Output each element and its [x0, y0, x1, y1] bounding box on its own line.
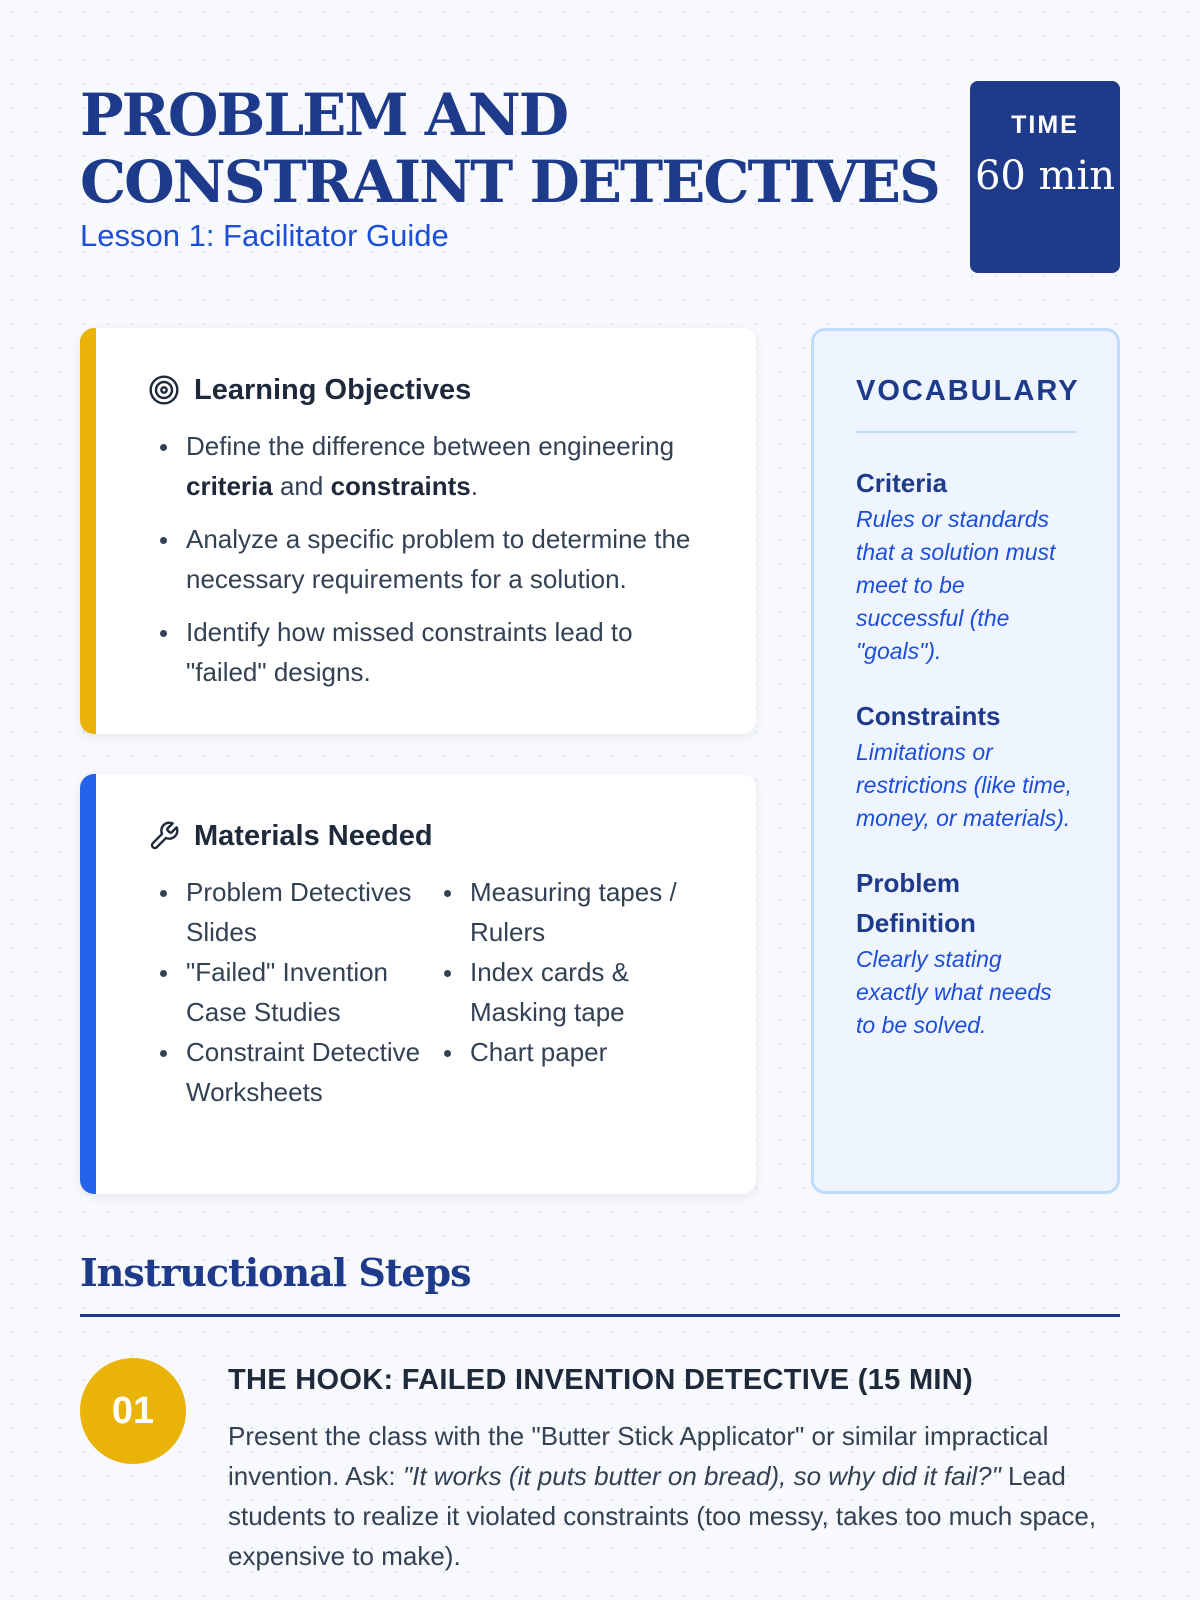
time-label: TIME: [1011, 111, 1079, 139]
page-header: [80, 82, 1120, 272]
vocab-definition: Limitations or restrictions (like time, money, or materials).: [856, 739, 1072, 831]
vocabulary-title: VOCABULARY: [856, 375, 1080, 407]
step-description: [228, 1416, 1128, 1576]
materials-needed-header: [148, 816, 716, 856]
vocab-term: Problem Definition: [856, 868, 976, 938]
vocab-term: Criteria: [856, 468, 948, 498]
materials-list-right: [432, 872, 716, 1112]
objective-item: Analyze a specific problem to determine the necessary requirements for a solution.: [148, 519, 716, 599]
objectives-list: [148, 426, 716, 692]
material-item: Problem Detectives Slides: [148, 872, 432, 952]
objective-text: and: [272, 471, 331, 501]
materials-list-left: [148, 872, 432, 1112]
step-text: Present the class with the "Butter Stick Applicator" or similar impractical invention. Ask:: [228, 1421, 1049, 1491]
objective-term-criteria: criteria: [186, 471, 273, 501]
page-title: PROBLEM AND CONSTRAINT DETECTIVES: [80, 81, 939, 216]
vocab-definition: Clearly stating exactly what needs to be solved.: [856, 946, 1052, 1038]
materials-needed-title: Materials Needed: [194, 819, 433, 852]
objective-text: .: [470, 471, 478, 501]
page-subtitle: Lesson 1: Facilitator Guide: [80, 218, 449, 253]
step-text: Lead students to realize it violated constraints (too messy, takes too much space, expensive to make).: [228, 1461, 1097, 1571]
step-question: "It works (it puts butter on bread), so why did it fail?": [402, 1461, 1001, 1491]
step-title: THE HOOK: FAILED INVENTION DETECTIVE (15 MIN): [228, 1364, 973, 1396]
materials-columns: [148, 872, 716, 1112]
learning-objectives-header: [148, 370, 716, 410]
steps-heading: Instructional Steps: [80, 1250, 471, 1295]
material-item: Index cards & Masking tape: [432, 952, 716, 1032]
material-item: "Failed" Invention Case Studies: [148, 952, 432, 1032]
materials-needed-card: [80, 774, 756, 1194]
vocab-term: Constraints: [856, 701, 1001, 731]
step-number-badge: 01: [80, 1358, 186, 1464]
time-value: 60 min: [974, 153, 1116, 199]
learning-objectives-card: [80, 328, 756, 734]
material-item: Measuring tapes / Rulers: [432, 872, 716, 952]
material-item: Chart paper: [432, 1032, 716, 1072]
steps-divider: [80, 1314, 1120, 1317]
learning-objectives-title: Learning Objectives: [194, 373, 472, 406]
vocab-definition: Rules or standards that a solution must meet to be successful (the "goals").: [856, 506, 1056, 664]
vocabulary-divider: [856, 431, 1077, 433]
target-icon: [148, 374, 180, 406]
objective-term-constraints: constraints: [330, 471, 471, 501]
step-item: [228, 1360, 1128, 1576]
vocabulary-panel: [811, 328, 1120, 1194]
objective-item: [148, 426, 716, 506]
objective-item: Identify how missed constraints lead to "failed" designs.: [148, 612, 716, 692]
objective-text: Define the difference between engineering: [186, 431, 675, 461]
time-badge: [970, 81, 1120, 273]
wrench-icon: [148, 820, 180, 852]
material-item: Constraint Detective Worksheets: [148, 1032, 432, 1112]
